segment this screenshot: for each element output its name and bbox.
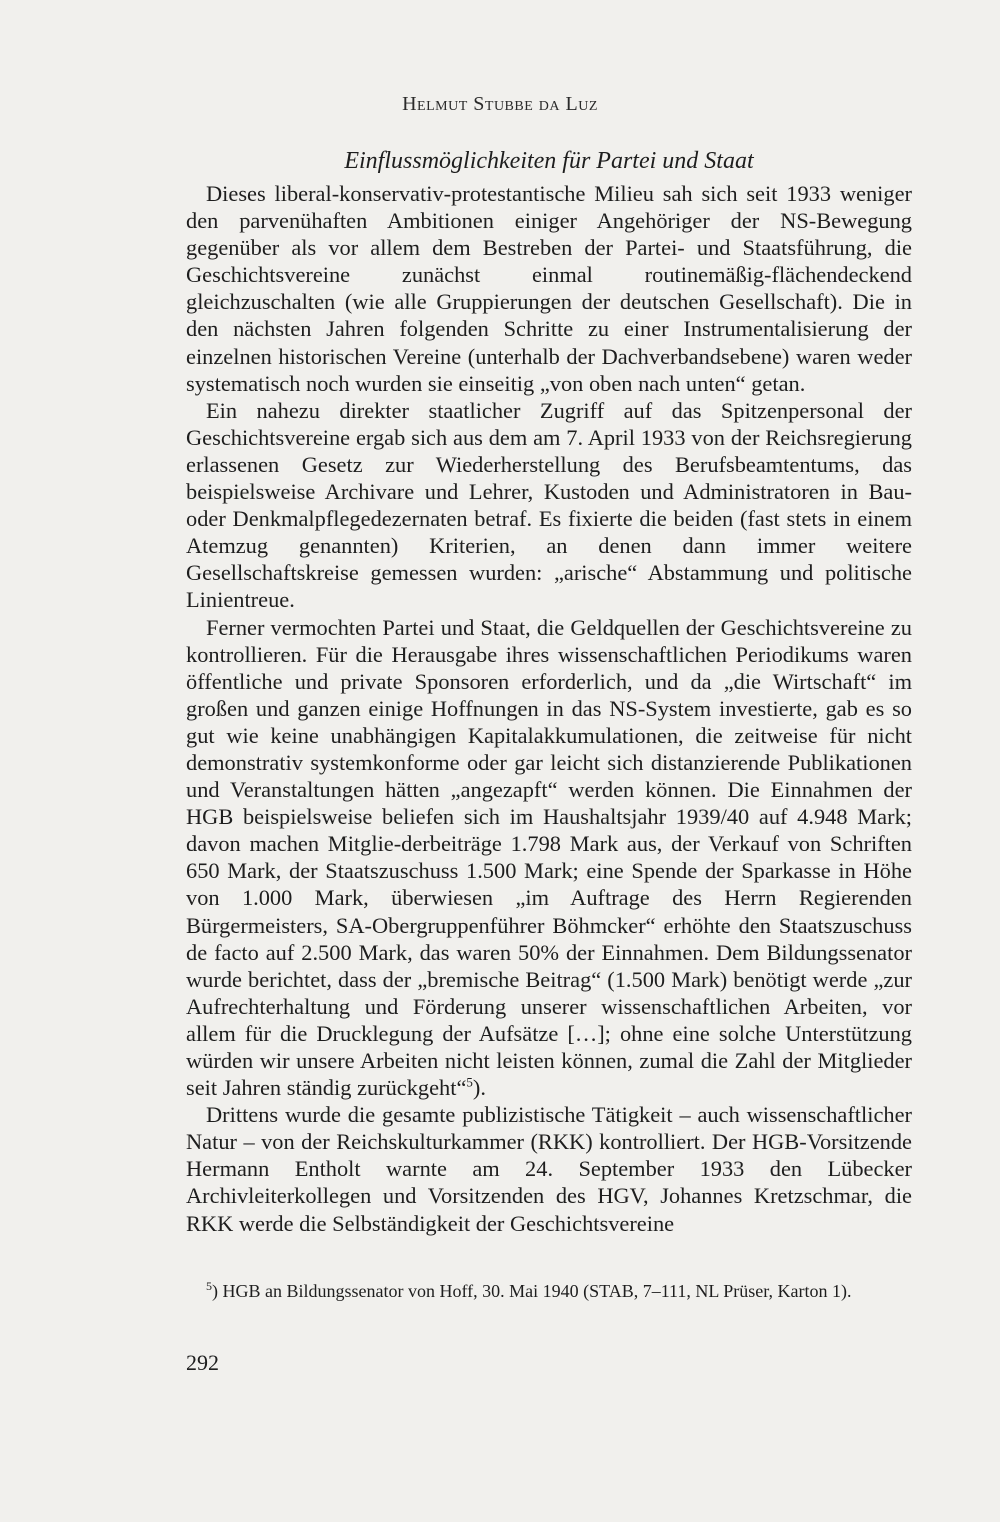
paragraph-1: Dieses liberal-konservativ-protestantische Milieu sah sich seit 1933 weniger den parvenühaften Ambitionen einiger Angehöriger der NS-Bewegung gegenüber als vor allem dem Bestreben der Partei- und Staatsführung, die Geschichtsvereine zunächst einmal routinemäßig-flächendeckend gleichzuschalten (wie alle Gruppierungen der deutschen Gesellschaft). Die in den nächsten Jahren folgenden Schritte zu einer Instrumentalisierung der einzelnen historischen Vereine (unterhalb der Dachverbandsebene) waren weder systematisch noch wurden sie einseitig „von oben nach unten“ getan. (186, 181, 912, 396)
paragraph-3-text: Ferner vermochten Partei und Staat, die Geldquellen der Geschichtsvereine zu kontrollieren. Für die Herausgabe ihres wissenschaftlichen Periodikums waren öffentliche und private Sponsoren erforderlich, und da „die Wirtschaft“ im großen und ganzen einige Hoffnungen in das NS-System investierte, gab es so gut wie keine unabhängigen Kapitalakkumulationen, die zeitweise für nicht demonstrativ systemkonforme oder gar leicht sich distanzierende Publikationen und Veranstaltungen hätten „angezapft“ werden können. Die Einnahmen der HGB beispielsweise beliefen sich im Haushaltsjahr 1939/40 auf 4.948 Mark; davon machen Mitglie-derbeiträge 1.798 Mark aus, der Verkauf von Schriften 650 Mark, der Staatszuschuss 1.500 Mark; eine Spende der Sparkasse in Höhe von 1.000 Mark, überwiesen „im Auftrage des Herrn Regierenden Bürgermeisters, SA-Obergruppenführer Böhmcker“ erhöhte den Staatszuschuss de facto auf 2.500 Mark, das waren 50% der Einnahmen. Dem Bildungssenator wurde berichtet, dass der „bremische Beitrag“ (1.500 Mark) benötigt werde „zur Aufrechterhaltung und Förderung unserer wissenschaftlichen Arbeiten, vor allem für die Drucklegung der Aufsätze […]; ohne eine solche Unterstützung würden wir unsere Arbeiten nicht leisten können, zumal die Zahl der Mitglieder seit Jahren ständig zurückgeht“ (186, 614, 912, 1101)
footnote-text: ) HGB an Bildungssenator von Hoff, 30. Mai 1940 (STAB, 7–111, NL Prüser, Karton 1). (212, 1281, 852, 1301)
page-number: 292 (186, 1350, 219, 1375)
running-head: Helmut Stubbe da Luz (402, 93, 598, 115)
footnote-mark: 5 (206, 1279, 212, 1293)
footnote (186, 1278, 912, 1304)
section-title: Einflussmöglichkeiten für Partei und Staat (344, 148, 754, 174)
paragraph-3 (186, 614, 912, 1102)
footnote-reference: 5 (466, 1074, 473, 1090)
body-text (186, 180, 912, 1237)
paragraph-3-tail: ). (472, 1075, 486, 1101)
paragraph-4: Drittens wurde die gesamte publizistische Tätigkeit – auch wissenschaftlicher Natur – von der Reichskulturkammer (RKK) kontrolliert. Der HGB-Vorsitzende Hermann Entholt warnte am 24. September 1933 den Lübecker Archivleiterkollegen und Vorsitzenden des HGV, Johannes Kretzschmar, die RKK werde die Selbständigkeit der Geschichtsvereine (186, 1102, 912, 1236)
paragraph-2: Ein nahezu direkter staatlicher Zugriff auf das Spitzenpersonal der Geschichtsvereine ergab sich aus dem am 7. April 1933 von der Reichsregierung erlassenen Gesetz zur Wiederherstellung des Berufsbeamtentums, das beispielsweise Archivare und Lehrer, Kustoden und Administratoren in Bau- oder Denkmalpflegedezernaten betraf. Es fixierte die beiden (fast stets in einem Atemzug genannten) Kriterien, an denen dann immer weitere Gesellschaftskreise gemessen wurden: „arische“ Abstammung und politische Linientreue. (186, 397, 912, 613)
